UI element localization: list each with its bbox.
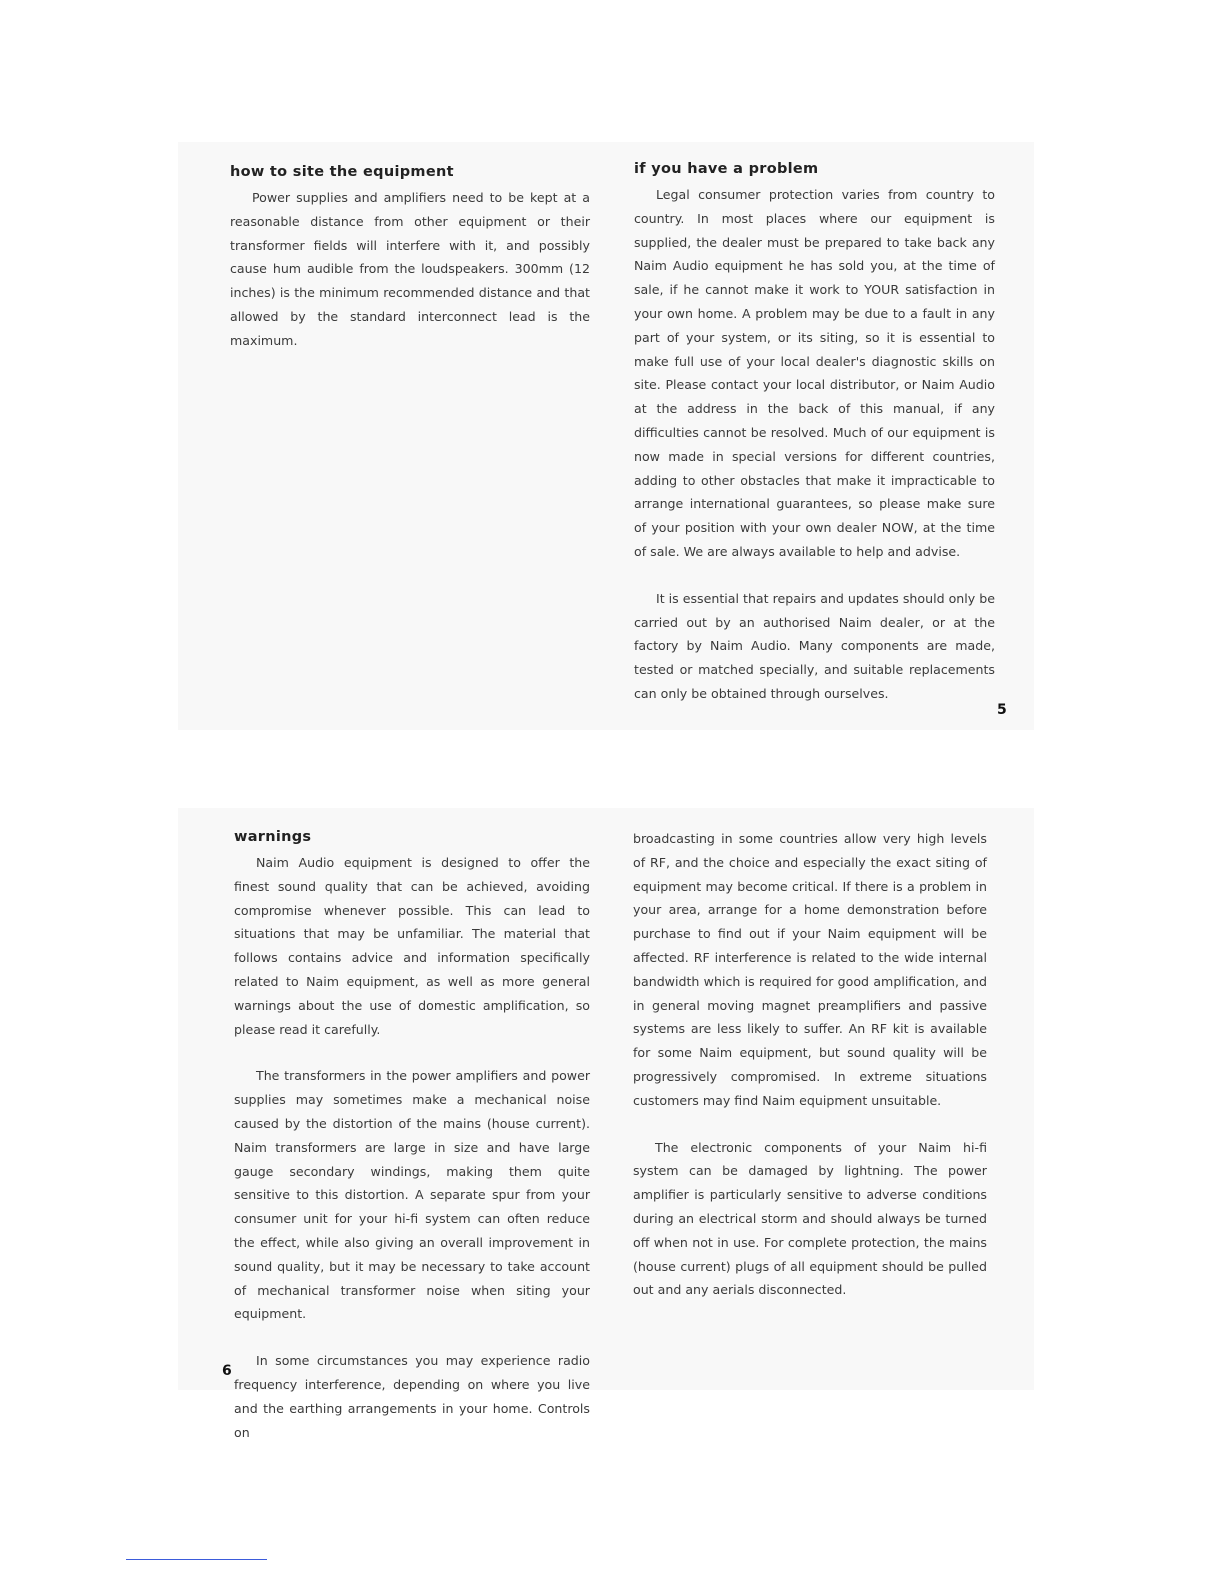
problem-paragraph-1: Legal consumer protection varies from country to country. In most places where our equipment is supplied, the dealer must be prepared to take back any Naim Audio equipment he has sold you, at the time of sale, if he cannot make it work to YOUR satisfaction in your own home. A problem may be due to a fault in any part of your system, or its siting, so it is essential to make full use of your local dealer's diagnostic skills on site. Please contact your local distributor, or Naim Audio at the address in the back of this manual, if any difficulties cannot be resolved. Much of our equipment is now made in special versions for different countries, adding to other obstacles that make it impracticable to arrange international guarantees, so please make sure of your position with your own dealer NOW, at the time of sale. We are always available to help and advise. bbox=[634, 187, 995, 559]
warnings-paragraph-3: In some circumstances you may experience radio frequency interference, depending on where you live and the earthing arrangements in your home. Controls on bbox=[234, 1353, 590, 1440]
heading-warnings: warnings bbox=[234, 829, 312, 845]
page-number-5: 5 bbox=[997, 702, 1007, 718]
page-number-6: 6 bbox=[222, 1363, 232, 1379]
warnings-paragraph-2: The transformers in the power amplifiers and power supplies may sometimes make a mechanical noise caused by the distortion of the mains (house current). Naim transformers are large in size and have large gauge secondary windings, making them quite sensitive to this distortion. A separate spur from your consumer unit for your hi-fi system can often reduce the effect, while also giving an overall improvement in sound quality, but it may be necessary to take account of mechanical transformer noise when siting your equipment. bbox=[234, 1068, 590, 1322]
warnings-continued-paragraph-1: broadcasting in some countries allow very high levels of RF, and the choice and especially the exact siting of equipment may become critical. If there is a problem in your area, arrange for a home demonstration before purchase to find out if your Naim equipment will be affected. RF interference is related to the wide internal bandwidth which is required for good amplification, and in general moving magnet preamplifiers and passive systems are less likely to suffer. An RF kit is available for some Naim equipment, but sound quality will be progressively compromised. In extreme situations customers may find Naim equipment unsuitable. bbox=[633, 831, 987, 1108]
warnings-continued-paragraph-2: The electronic components of your Naim hi-fi system can be damaged by lightning. The power amplifier is particularly sensitive to adverse conditions during an electrical storm and should always be turned off when not in use. For complete protection, the mains (house current) plugs of all equipment should be pulled out and any aerials disconnected. bbox=[633, 1139, 987, 1298]
section-problem bbox=[634, 159, 995, 706]
section-warnings-continued bbox=[633, 827, 987, 1302]
heading-siting: how to site the equipment bbox=[230, 164, 454, 180]
section-siting bbox=[230, 162, 590, 353]
problem-paragraph-2: It is essential that repairs and updates should only be carried out by an authorised Naim dealer, or at the factory by Naim Audio. Many components are made, tested or matched specially, and suitable replacements can only be obtained through ourselves. bbox=[634, 590, 995, 701]
heading-problem: if you have a problem bbox=[634, 161, 819, 177]
siting-paragraph-1: Power supplies and amplifiers need to be kept at a reasonable distance from other equipment or their transformer fields will interfere with it, and possibly cause hum audible from the loudspeakers. 300mm (12 inches) is the minimum recommended distance and that allowed by the standard interconnect lead is the maximum. bbox=[230, 190, 590, 348]
section-warnings bbox=[234, 827, 590, 1444]
footnote-rule bbox=[126, 1559, 267, 1560]
warnings-paragraph-1: Naim Audio equipment is designed to offer the finest sound quality that can be achieved, avoiding compromise whenever possible. This can lead to situations that may be unfamiliar. The material that follows contains advice and information specifically related to Naim equipment, as well as more general warnings about the use of domestic amplification, so please read it carefully. bbox=[234, 855, 590, 1037]
